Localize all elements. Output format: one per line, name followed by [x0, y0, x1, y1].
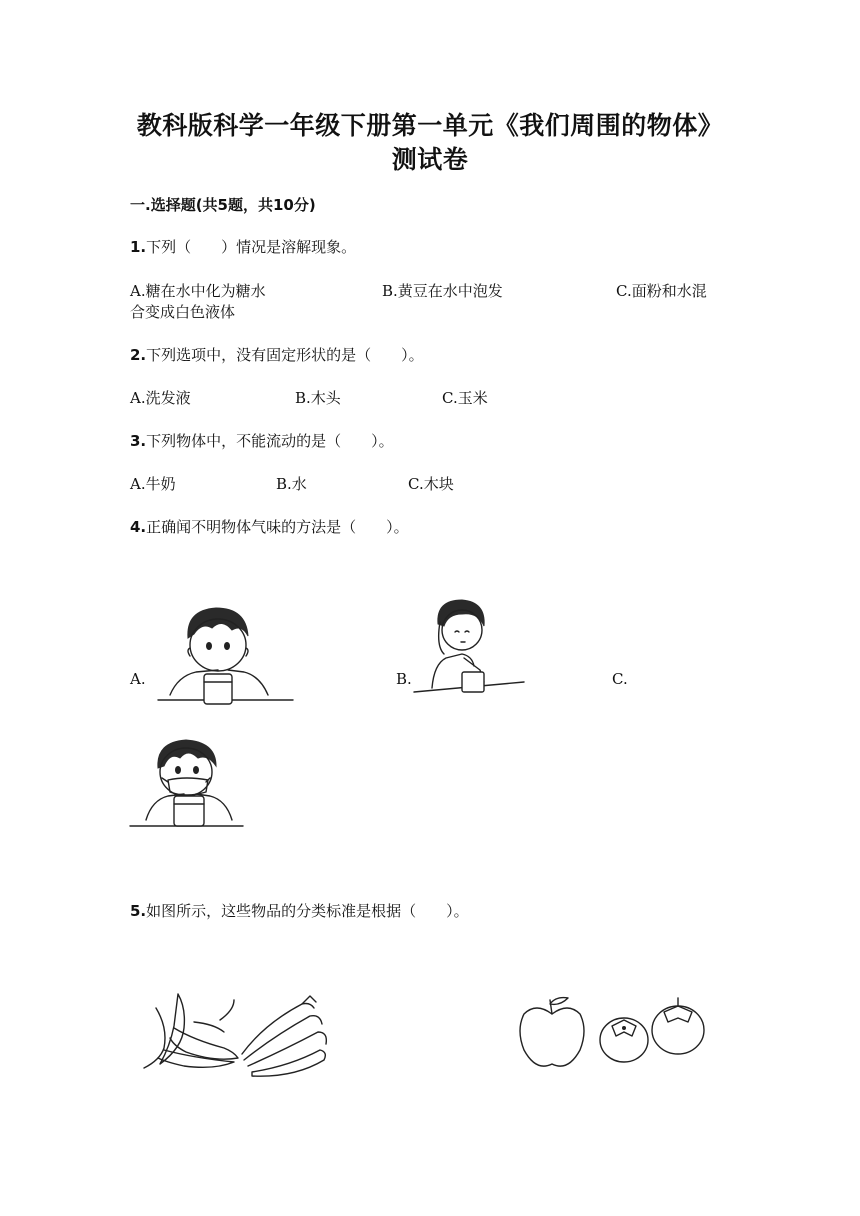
section-heading: 一.选择题(共5题，共10分) [130, 196, 316, 214]
question-3-option-b[interactable]: B.水 [276, 475, 307, 493]
question-1-option-c[interactable]: C.面粉和水混 [616, 282, 707, 300]
question-4-option-c[interactable]: C. [612, 670, 628, 688]
peppers-and-bananas-illustration [134, 988, 334, 1080]
question-2 [130, 344, 424, 365]
question-2-option-c[interactable]: C.玉米 [442, 389, 488, 407]
question-text: 下列物体中，不能流动的是（ ）。 [146, 432, 394, 450]
apple-and-persimmons-illustration [516, 990, 708, 1074]
girl-fanning-smell-illustration [412, 596, 532, 696]
question-number: 2. [130, 346, 147, 364]
question-4-option-a[interactable]: A. [130, 670, 146, 688]
question-4-option-b[interactable]: B. [396, 670, 412, 688]
question-3-option-c[interactable]: C.木块 [408, 475, 454, 493]
question-3 [130, 430, 394, 451]
question-text: 下列（ ）情况是溶解现象。 [146, 238, 357, 256]
question-number: 3. [130, 432, 147, 450]
question-3-option-a[interactable]: A.牛奶 [130, 475, 176, 493]
question-1-option-c-continued: 合变成白色液体 [130, 303, 236, 321]
page-title: 教科版科学一年级下册第一单元《我们周围的物体》 [136, 111, 724, 140]
question-4 [130, 516, 409, 537]
question-1-option-b[interactable]: B.黄豆在水中泡发 [382, 282, 503, 300]
question-text: 下列选项中，没有固定形状的是（ ）。 [146, 346, 424, 364]
question-5 [130, 900, 469, 921]
page-subtitle: 测试卷 [391, 145, 469, 174]
question-text: 如图所示，这些物品的分类标准是根据（ ）。 [146, 902, 469, 920]
question-2-option-a[interactable]: A.洗发液 [130, 389, 191, 407]
question-number: 4. [130, 518, 147, 536]
question-1 [130, 236, 356, 257]
boy-with-mask-illustration [128, 736, 248, 836]
boy-smelling-glass-illustration [148, 600, 298, 712]
question-1-option-a[interactable]: A.糖在水中化为糖水 [130, 282, 266, 300]
question-text: 正确闻不明物体气味的方法是（ ）。 [146, 518, 409, 536]
question-number: 1. [130, 238, 147, 256]
question-number: 5. [130, 902, 147, 920]
question-2-option-b[interactable]: B.木头 [295, 389, 341, 407]
